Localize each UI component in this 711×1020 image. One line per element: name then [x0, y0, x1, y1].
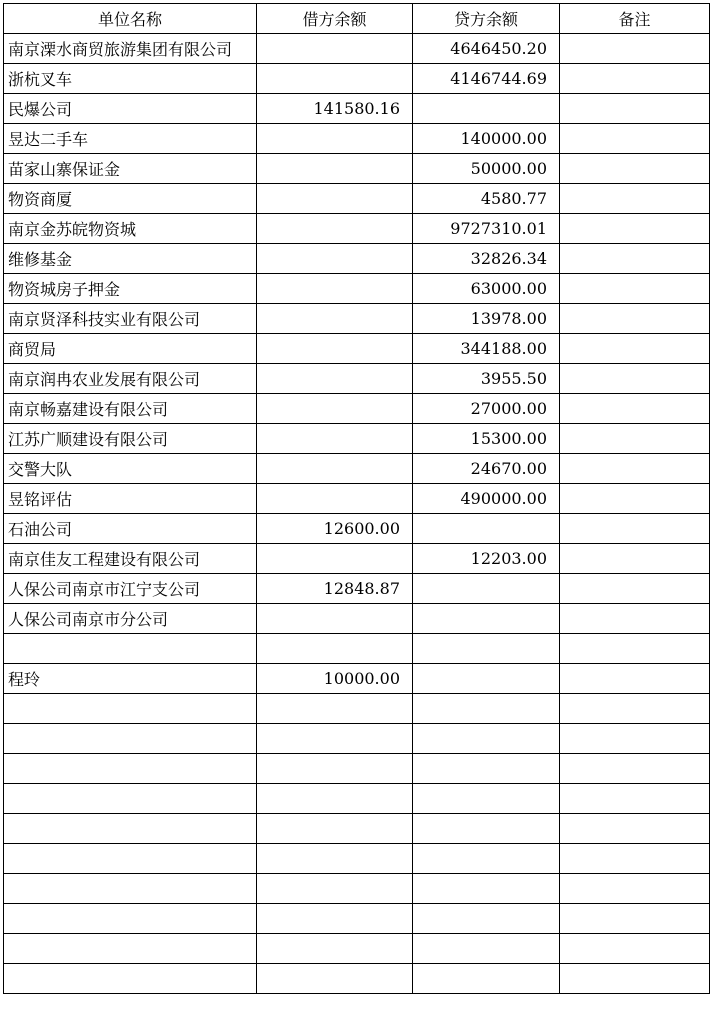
credit-cell — [413, 664, 560, 694]
unit-name-cell: 人保公司南京市江宁支公司 — [4, 574, 257, 604]
unit-name-cell: 石油公司 — [4, 514, 257, 544]
credit-cell — [413, 634, 560, 664]
table-row — [4, 244, 710, 274]
credit-cell: 344188.00 — [413, 334, 560, 364]
credit-cell — [413, 964, 560, 994]
unit-name-cell: 南京金苏皖物资城 — [4, 214, 257, 244]
note-cell — [560, 124, 710, 154]
note-cell — [560, 154, 710, 184]
unit-name-cell: 南京润冉农业发展有限公司 — [4, 364, 257, 394]
unit-name-cell: 物资商厦 — [4, 184, 257, 214]
debit-cell: 12848.87 — [257, 574, 413, 604]
table-row — [4, 34, 710, 64]
note-cell — [560, 784, 710, 814]
table-row — [4, 814, 710, 844]
note-cell — [560, 244, 710, 274]
table-row — [4, 274, 710, 304]
table-row — [4, 844, 710, 874]
table-row — [4, 874, 710, 904]
credit-cell: 15300.00 — [413, 424, 560, 454]
credit-cell — [413, 94, 560, 124]
table-row — [4, 364, 710, 394]
note-cell — [560, 424, 710, 454]
debit-cell — [257, 784, 413, 814]
note-cell — [560, 544, 710, 574]
credit-cell: 9727310.01 — [413, 214, 560, 244]
note-cell — [560, 514, 710, 544]
table-row — [4, 394, 710, 424]
table-row — [4, 94, 710, 124]
debit-cell — [257, 814, 413, 844]
note-cell — [560, 274, 710, 304]
unit-name-cell: 南京溧水商贸旅游集团有限公司 — [4, 34, 257, 64]
debit-cell — [257, 364, 413, 394]
debit-cell — [257, 454, 413, 484]
credit-cell: 12203.00 — [413, 544, 560, 574]
credit-cell — [413, 784, 560, 814]
unit-name-cell: 南京佳友工程建设有限公司 — [4, 544, 257, 574]
credit-cell — [413, 934, 560, 964]
credit-cell — [413, 844, 560, 874]
debit-cell — [257, 484, 413, 514]
debit-cell: 12600.00 — [257, 514, 413, 544]
unit-name-cell: 南京畅嘉建设有限公司 — [4, 394, 257, 424]
table-row — [4, 124, 710, 154]
unit-name-cell: 商贸局 — [4, 334, 257, 364]
credit-cell: 140000.00 — [413, 124, 560, 154]
unit-name-cell: 南京贤泽科技实业有限公司 — [4, 304, 257, 334]
credit-cell: 490000.00 — [413, 484, 560, 514]
note-cell — [560, 604, 710, 634]
note-cell — [560, 814, 710, 844]
table-row — [4, 694, 710, 724]
debit-cell — [257, 844, 413, 874]
credit-cell: 4146744.69 — [413, 64, 560, 94]
debit-cell — [257, 544, 413, 574]
debit-cell — [257, 874, 413, 904]
unit-name-cell: 人保公司南京市分公司 — [4, 604, 257, 634]
debit-cell — [257, 304, 413, 334]
credit-cell: 32826.34 — [413, 244, 560, 274]
credit-cell: 4580.77 — [413, 184, 560, 214]
header-credit: 贷方余额 — [413, 4, 560, 34]
debit-cell — [257, 394, 413, 424]
credit-cell: 63000.00 — [413, 274, 560, 304]
unit-name-cell — [4, 934, 257, 964]
unit-name-cell: 物资城房子押金 — [4, 274, 257, 304]
note-cell — [560, 364, 710, 394]
note-cell — [560, 574, 710, 604]
credit-cell: 13978.00 — [413, 304, 560, 334]
credit-cell — [413, 514, 560, 544]
note-cell — [560, 934, 710, 964]
credit-cell: 24670.00 — [413, 454, 560, 484]
debit-cell: 141580.16 — [257, 94, 413, 124]
table-row — [4, 484, 710, 514]
debit-cell — [257, 694, 413, 724]
note-cell — [560, 874, 710, 904]
note-cell — [560, 694, 710, 724]
note-cell — [560, 904, 710, 934]
table-row — [4, 304, 710, 334]
unit-name-cell: 程玲 — [4, 664, 257, 694]
unit-name-cell: 江苏广顺建设有限公司 — [4, 424, 257, 454]
note-cell — [560, 94, 710, 124]
table-row — [4, 64, 710, 94]
header-name: 单位名称 — [4, 4, 257, 34]
note-cell — [560, 214, 710, 244]
debit-cell — [257, 124, 413, 154]
unit-name-cell — [4, 784, 257, 814]
debit-cell — [257, 184, 413, 214]
header-debit: 借方余额 — [257, 4, 413, 34]
credit-cell — [413, 754, 560, 784]
debit-cell — [257, 724, 413, 754]
note-cell — [560, 634, 710, 664]
note-cell — [560, 754, 710, 784]
credit-cell — [413, 724, 560, 754]
debit-cell — [257, 64, 413, 94]
table-row — [4, 634, 710, 664]
table-row — [4, 904, 710, 934]
note-cell — [560, 454, 710, 484]
unit-name-cell — [4, 904, 257, 934]
note-cell — [560, 184, 710, 214]
unit-name-cell: 苗家山寨保证金 — [4, 154, 257, 184]
unit-name-cell: 浙杭叉车 — [4, 64, 257, 94]
debit-cell — [257, 154, 413, 184]
note-cell — [560, 34, 710, 64]
note-cell — [560, 394, 710, 424]
unit-name-cell — [4, 754, 257, 784]
debit-cell — [257, 604, 413, 634]
credit-cell: 3955.50 — [413, 364, 560, 394]
table-row — [4, 514, 710, 544]
balance-table — [3, 3, 710, 994]
table-row — [4, 154, 710, 184]
debit-cell — [257, 34, 413, 64]
debit-cell — [257, 334, 413, 364]
credit-cell: 27000.00 — [413, 394, 560, 424]
unit-name-cell — [4, 844, 257, 874]
table-row — [4, 754, 710, 784]
unit-name-cell: 民爆公司 — [4, 94, 257, 124]
credit-cell: 4646450.20 — [413, 34, 560, 64]
unit-name-cell — [4, 814, 257, 844]
debit-cell — [257, 424, 413, 454]
note-cell — [560, 964, 710, 994]
debit-cell — [257, 274, 413, 304]
note-cell — [560, 484, 710, 514]
unit-name-cell — [4, 634, 257, 664]
debit-cell — [257, 964, 413, 994]
credit-cell — [413, 694, 560, 724]
debit-cell — [257, 244, 413, 274]
table-row — [4, 724, 710, 754]
unit-name-cell: 维修基金 — [4, 244, 257, 274]
table-row — [4, 424, 710, 454]
credit-cell — [413, 904, 560, 934]
credit-cell — [413, 574, 560, 604]
note-cell — [560, 64, 710, 94]
note-cell — [560, 844, 710, 874]
table-row — [4, 934, 710, 964]
table-row — [4, 604, 710, 634]
credit-cell — [413, 814, 560, 844]
note-cell — [560, 724, 710, 754]
unit-name-cell — [4, 724, 257, 754]
debit-cell — [257, 754, 413, 784]
unit-name-cell — [4, 694, 257, 724]
table-row — [4, 784, 710, 814]
unit-name-cell — [4, 874, 257, 904]
debit-cell — [257, 934, 413, 964]
unit-name-cell: 昱达二手车 — [4, 124, 257, 154]
unit-name-cell — [4, 964, 257, 994]
table-row — [4, 664, 710, 694]
debit-cell — [257, 214, 413, 244]
credit-cell — [413, 604, 560, 634]
debit-cell — [257, 634, 413, 664]
header-row — [4, 4, 710, 34]
credit-cell — [413, 874, 560, 904]
header-note: 备注 — [560, 4, 710, 34]
table-row — [4, 454, 710, 484]
note-cell — [560, 334, 710, 364]
table-row — [4, 214, 710, 244]
note-cell — [560, 664, 710, 694]
table-row — [4, 184, 710, 214]
table-row — [4, 964, 710, 994]
debit-cell — [257, 904, 413, 934]
unit-name-cell: 交警大队 — [4, 454, 257, 484]
table-row — [4, 544, 710, 574]
credit-cell: 50000.00 — [413, 154, 560, 184]
table-row — [4, 334, 710, 364]
note-cell — [560, 304, 710, 334]
debit-cell: 10000.00 — [257, 664, 413, 694]
unit-name-cell: 昱铭评估 — [4, 484, 257, 514]
table-row — [4, 574, 710, 604]
